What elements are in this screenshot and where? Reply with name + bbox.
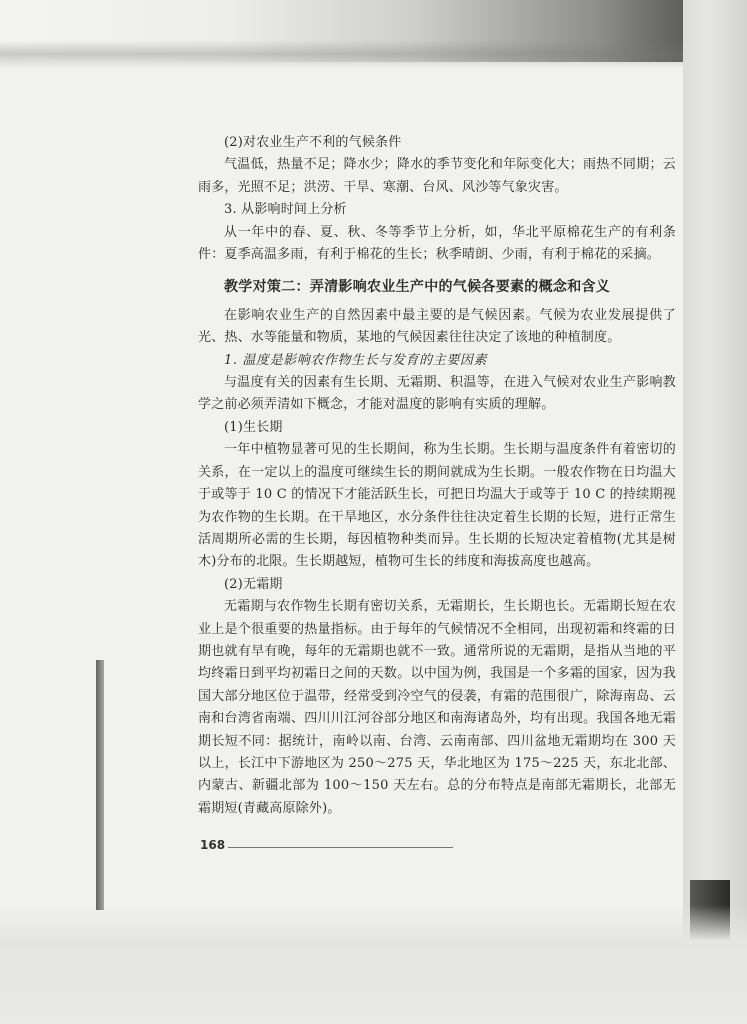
footer-rule [228,847,453,848]
paragraph: 在影响农业生产的自然因素中最主要的是气候因素。气候为农业发展提供了光、热、水等能量和物质，某地的气候因素往往决定了该地的种植制度。 [198,307,676,346]
page-number: 168 [200,838,226,852]
sub-heading: (2)无霜期 [224,576,283,592]
sub-heading: (2)对农业生产不利的气候条件 [224,135,402,150]
page-footer [200,838,560,854]
paragraph: 无霜期与农作物生长期有密切关系，无霜期长，生长期也长。无霜期长短在农业上是个很重要的热量指标。由于每年的气候情况不全相同，出现初霜和终霜的日期也就有早有晚，每年的无霜期也就不一致。通常所说的无霜期，是指从当地的平均终霜日到平均初霜日之间的天数。以中国为例，我国是一个多霜的国家，因为我国大部分地区位于温带，经常受到冷空气的侵袭，有霜的范围很广，除海南岛、云南和台湾省南端、四川川江河谷部分地区和南海诸岛外，均有出现。我国各地无霜期长短不同：据统计，南岭以南、台湾、云南南部、四川盆地无霜期均在 300 天以上，长江中下游地区为 250～275 天，华北地区为 175～225 天，东北北部、内蒙古、新疆北部为 100～150 天左右。总的分布特点是南部无霜期长，北部无霜期短(青藏高原除外)。 [198,599,676,816]
scan-shadow-top-edge [0,40,747,68]
scan-shadow-bottom [0,905,747,1024]
sub-heading: 3. 从影响时间上分析 [224,202,347,218]
section-heading: 教学对策二：弄清影响农业生产中的气候各要素的概念和含义 [224,279,611,296]
sub-heading: (1)生长期 [224,419,283,435]
document-page [198,132,676,820]
sub-heading: 1. 温度是影响农作物生长与发育的主要因素 [224,352,488,368]
scan-shadow-left-bar [96,660,104,910]
paragraph: 从一年中的春、夏、秋、冬等季节上分析，如，华北平原棉花生产的有利条件：夏季高温多雨，有利于棉花的生长；秋季晴朗、少雨，有利于棉花的采摘。 [198,224,676,263]
paragraph: 一年中植物显著可见的生长期间，称为生长期。生长期与温度条件有着密切的关系，在一定以上的温度可继续生长的期间就成为生长期。一般农作物在日均温大于或等于 10 C 的情况下才能活跃生长，可把日均温大于或等于 10 C 的持续期视为农作物的生长期。在干旱地区，水分条件往往决定着生长期的长短，进行正常生活周期所必需的生长期，每因植物种类而异。生长期的长短决定着植物(尤其是树木)分布的北限。生长期越短，植物可生长的纬度和海拔高度也越高。 [198,442,676,570]
paragraph: 气温低，热量不足；降水少；降水的季节变化和年际变化大；雨热不同期；云雨多，光照不足；洪涝、干旱、寒潮、台风、风沙等气象灾害。 [198,157,676,195]
paragraph: 与温度有关的因素有生长期、无霜期、积温等，在进入气候对农业生产影响教学之前必须弄清如下概念，才能对温度的影响有实质的理解。 [198,375,676,413]
scan-page-edge-right [683,0,747,1024]
